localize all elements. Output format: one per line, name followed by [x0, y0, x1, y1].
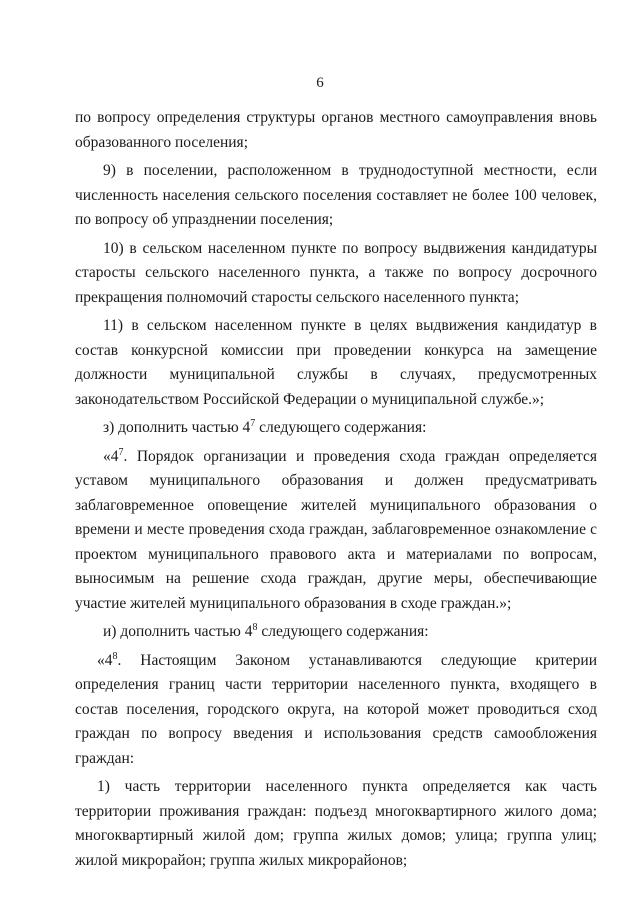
amendment-z	[75, 416, 597, 441]
part-4-7-text: . Порядок организации и проведения схода граждан определяется уставом муниципального образования и должен предусматривать заблаговременное оповещение жителей муниципального образования о времени и месте проведения схода граждан, заблаговременное ознакомление с проектом муниципального правового акта и материалами по вопросам, выносимым на решение схода граждан, другие меры, обеспечивающие участие жителей муниципального образования в сходе граждан.»;	[75, 447, 597, 612]
amendment-z-text-end: следующего содержания:	[255, 419, 427, 436]
superscript: 8	[112, 650, 118, 662]
superscript: 8	[252, 621, 258, 633]
superscript: 7	[250, 417, 256, 429]
page-number: 6	[316, 75, 324, 91]
paragraph-item-9: 9) в поселении, расположенном в труднодоступной местности, если численность населения сельского поселения составляет не более 100 человек, по вопросу об упразднении поселения;	[75, 162, 597, 228]
document-body	[75, 106, 597, 877]
amendment-i-text-end: следующего содержания:	[257, 623, 429, 640]
amendment-i-text: и) дополнить частью 4	[103, 623, 253, 640]
part-4-7-number: «4	[103, 447, 119, 465]
part-4-8-number: «4	[97, 651, 113, 669]
amendment-i	[75, 620, 597, 645]
part-4-7	[75, 445, 597, 617]
part-4-8-text: . Настоящим Законом устанавливаются следующие критерии определения границ части территории населенного пункта, входящего в состав поселения, городского округа, на которой может проводиться сход граждан по вопросу введения и использования средств самообложения граждан:	[75, 651, 597, 767]
paragraph-item-11: 11) в сельском населенном пункте в целях выдвижения кандидатур в состав конкурсной комиссии при проведении конкурса на замещение должности муниципальной службы в случаях, предусмотренных законодательством Российской Федерации о муниципальной службе.»;	[75, 317, 597, 408]
paragraph-continuation: по вопросу определения структуры органов местного самоуправления вновь образованного поселения;	[75, 109, 597, 151]
paragraph-item-10: 10) в сельском населенном пункте по вопросу выдвижения кандидатуры старосты сельского населенного пункта, а также по вопросу досрочного прекращения полномочий старосты сельского населенного пункта;	[75, 239, 597, 306]
criterion-item-1: 1) часть территории населенного пункта определяется как часть территории проживания граждан: подъезд многоквартирного жилого дома; многоквартирный жилой дом; группа жилых домов; улица; группа улиц; жилой микрорайон; группа жилых микрорайонов;	[75, 778, 597, 869]
superscript: 7	[118, 446, 124, 458]
part-4-8	[75, 649, 597, 772]
amendment-z-text: з) дополнить частью 4	[103, 419, 251, 436]
